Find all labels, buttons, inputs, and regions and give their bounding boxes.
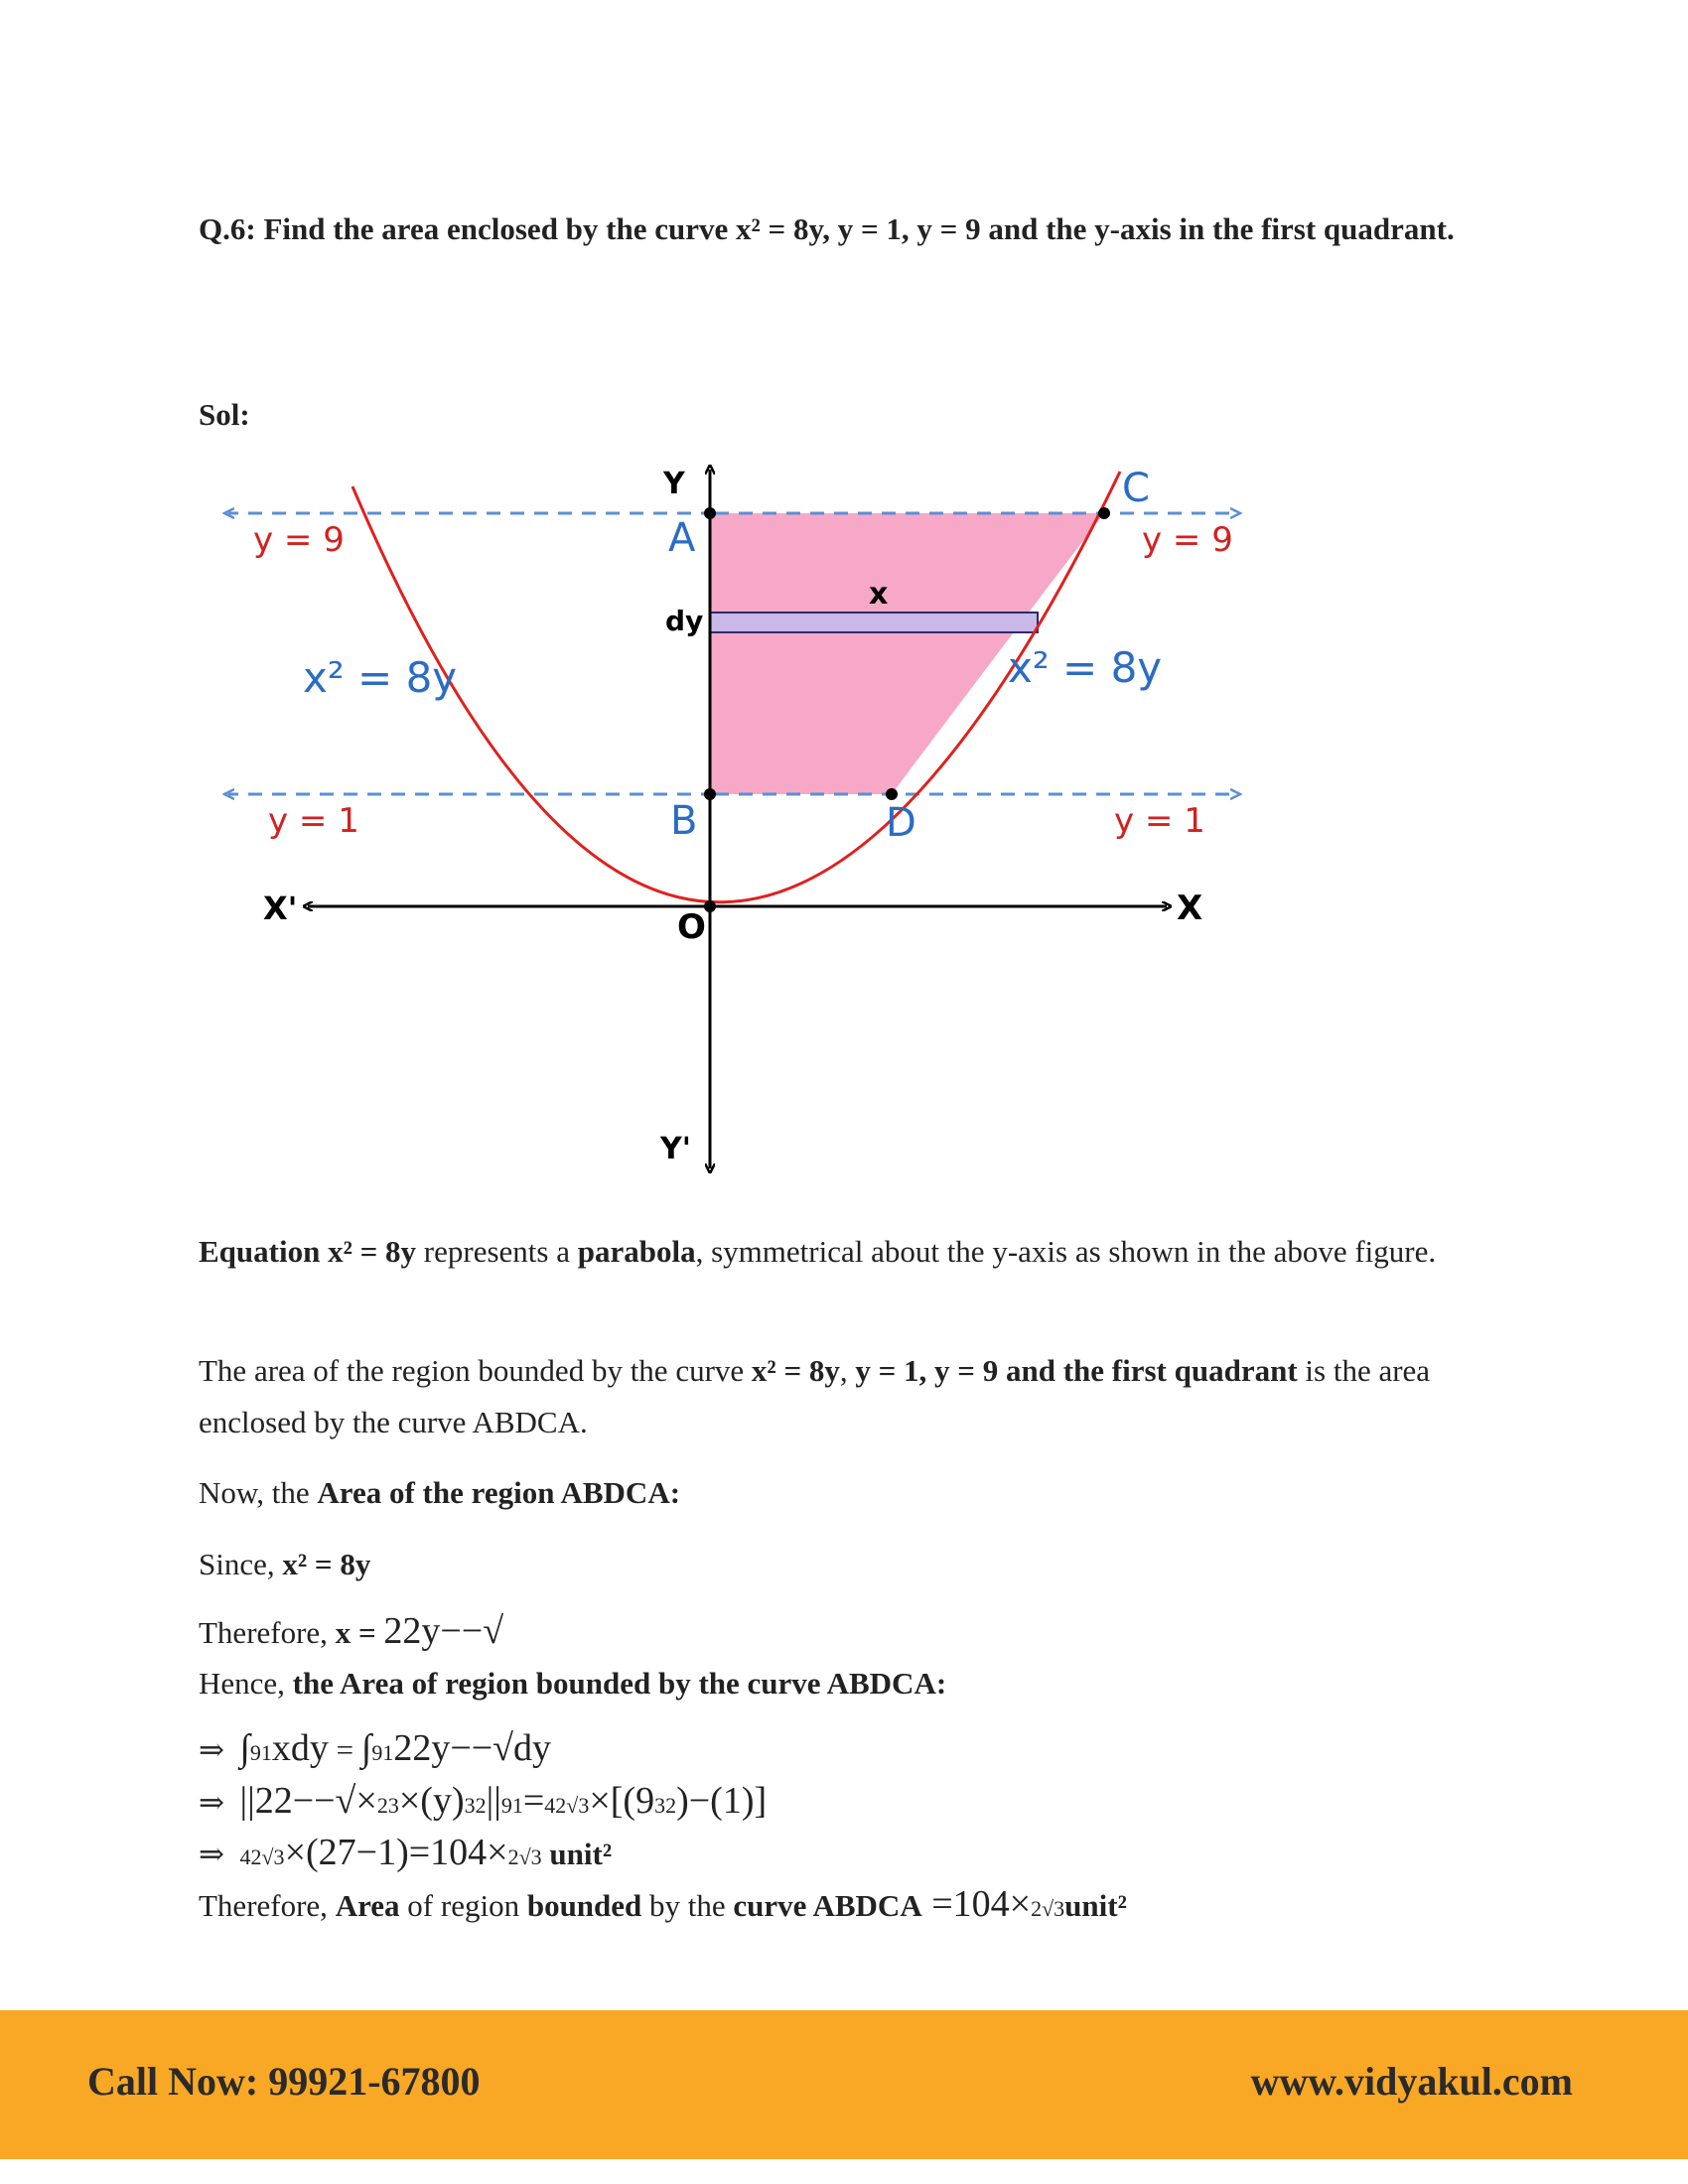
p3-text: Now, the [199, 1475, 318, 1510]
line-hence [199, 1658, 946, 1709]
label-y9-left: y = 9 [253, 520, 345, 560]
step2-part-j: 32 [654, 1793, 677, 1818]
p6-text: Hence, [199, 1666, 293, 1701]
paragraph-region [199, 1345, 1489, 1448]
p5-text: Therefore, [199, 1615, 336, 1650]
step2-part-h: 42√3 [544, 1793, 590, 1818]
parabola-figure [199, 452, 1271, 1186]
p5-math: 22y−−√ [383, 1610, 504, 1652]
final-text-e: by the [641, 1888, 734, 1923]
step1-arrow: ⇒ [199, 1732, 224, 1767]
p4-bold: x² = 8y [282, 1547, 371, 1581]
question-text: Find the area enclosed by the curve x² = 8y, y = 1, y = 9 and the y-axis in the first quadrant. [263, 211, 1455, 246]
label-x: X [1177, 888, 1203, 928]
label-y-prime: Y' [660, 1132, 691, 1166]
p3-bold: Area of the region ABDCA: [317, 1475, 681, 1510]
final-answer [199, 1878, 1127, 1935]
final-text-a: Therefore, [199, 1888, 336, 1923]
step2-part-i: ×[(9 [589, 1780, 655, 1822]
step2-part-g: = [522, 1780, 545, 1822]
step3-part-c: 2√3 [507, 1844, 542, 1869]
step1-limits-2: 91 [371, 1740, 394, 1765]
p2-bold-curve: x² = 8y [751, 1353, 840, 1388]
step1-xdy: xdy [271, 1727, 329, 1769]
step2-part-b: 23 [376, 1793, 399, 1818]
p6-bold: the Area of region bounded by the curve ABDCA: [292, 1666, 947, 1701]
solution-label: Sol: [199, 397, 250, 432]
p1-text-end: , symmetrical about the y-axis as shown in the above figure. [695, 1234, 1437, 1269]
p5-bold: x = [335, 1615, 384, 1650]
final-fraction: 2√3 [1031, 1896, 1065, 1921]
step-3 [199, 1827, 612, 1883]
p2-comma: , [839, 1353, 856, 1388]
p1-bold-parabola: parabola [577, 1234, 696, 1269]
step2-part-e: || [486, 1780, 501, 1822]
p4-text: Since, [199, 1547, 283, 1581]
final-unit: unit² [1064, 1888, 1127, 1923]
paragraph-parabola [199, 1226, 1489, 1278]
label-y1-right: y = 1 [1114, 801, 1205, 841]
p2-text: The area of the region bounded by the curve [199, 1353, 752, 1388]
website-link[interactable]: www.vidyakul.com [1250, 2059, 1573, 2104]
final-bold-bounded: bounded [526, 1888, 642, 1923]
step3-arrow: ⇒ [199, 1837, 224, 1871]
label-origin: O [677, 907, 706, 947]
question [199, 204, 1489, 255]
final-bold-area: Area [335, 1888, 400, 1923]
footer-banner [0, 2010, 1688, 2159]
label-strip-dy: dy [665, 605, 704, 637]
step1-integral-2: ∫ [360, 1727, 372, 1769]
p2-text-end: is the area enclosed by the curve ABDCA. [199, 1353, 1431, 1439]
step1-limits: 91 [249, 1740, 272, 1765]
step1-integral: ∫ [239, 1727, 250, 1769]
label-d: D [886, 800, 916, 846]
label-c: C [1122, 466, 1150, 511]
step2-arrow: ⇒ [199, 1785, 224, 1820]
p2-bold-lines: y = 1, y = 9 and the first quadrant [855, 1353, 1298, 1388]
final-value: =104× [921, 1883, 1032, 1925]
label-strip-x: x [869, 577, 889, 612]
step3-unit: unit² [541, 1837, 613, 1871]
step1-integrand: 22y−−√dy [393, 1727, 552, 1769]
label-a: A [668, 515, 696, 561]
step2-part-d: 32 [464, 1793, 487, 1818]
point-d-dot [886, 788, 898, 800]
line-therefore-x [199, 1605, 503, 1659]
step3-part-a: 42√3 [239, 1844, 285, 1869]
point-c-dot [1098, 507, 1110, 519]
line-since [199, 1539, 370, 1590]
label-b: B [670, 798, 698, 844]
label-curve-right: x² = 8y [1008, 643, 1163, 692]
step2-part-k: )−(1)] [676, 1780, 768, 1822]
final-bold-curve: curve ABDCA [733, 1888, 922, 1923]
p1-bold-equation: Equation x² = 8y [199, 1234, 417, 1269]
step2-part-a: ||22−−√× [239, 1780, 377, 1822]
call-now-text[interactable]: Call Now: 99921-67800 [87, 2059, 481, 2104]
step3-part-b: ×(27−1)=104× [284, 1832, 508, 1873]
question-label: Q.6: [199, 211, 256, 246]
label-y9-right: y = 9 [1142, 520, 1233, 560]
label-y1-left: y = 1 [268, 801, 359, 841]
line-area-region [199, 1467, 680, 1519]
strip-dy [710, 613, 1038, 632]
p1-text: represents a [416, 1234, 578, 1269]
label-x-prime: X' [263, 889, 298, 927]
point-b-dot [704, 788, 716, 800]
label-y: Y [663, 467, 685, 501]
step1-equals: = [328, 1732, 361, 1767]
point-a-dot [704, 507, 716, 519]
step2-part-c: ×(y) [398, 1780, 465, 1822]
step-1 [199, 1722, 551, 1779]
step2-part-f: 91 [500, 1793, 523, 1818]
final-text-c: of region [399, 1888, 527, 1923]
label-curve-left: x² = 8y [303, 653, 458, 702]
step-2 [199, 1775, 767, 1832]
